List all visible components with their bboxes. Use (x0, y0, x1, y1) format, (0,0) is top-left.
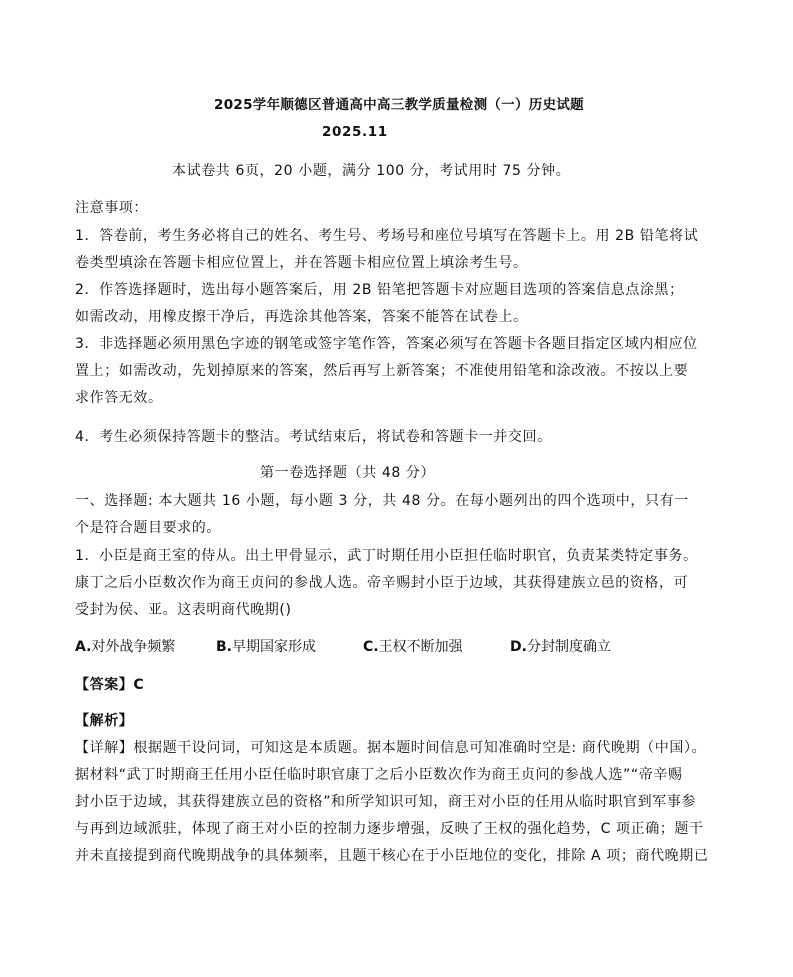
detail-line-2: 据材料“武丁时期商王任用小臣任临时职官康丁之后小臣数次作为商王贞问的参战人选”“帝辛赐 (75, 767, 683, 783)
exam-title: 2025学年顺德区普通高中高三教学质量检测（一）历史试题 (214, 97, 584, 113)
exam-intro: 本试卷共 6页，20 小题，满分 100 分，考试用时 75 分钟。 (172, 163, 571, 179)
notice-item-3-line-1: 3．非选择题必须用黑色字迹的钢笔或签字笔作答，答案必须写在答题卡各题目指定区域内相应位 (75, 336, 698, 352)
question-1-stem-line-3: 受封为侯、亚。这表明商代晚期() (75, 602, 292, 618)
section-heading: 第一卷选择题（共 48 分） (260, 465, 436, 481)
notice-item-1-line-1: 1．答卷前，考生务必将自己的姓名、考生号、考场号和座位号填写在答题卡上。用 2B 铅笔将试 (75, 228, 699, 244)
option-c (363, 638, 463, 656)
answer-value: C (133, 677, 145, 693)
detail-line-5: 并未直接提到商代晚期战争的具体频率，且题干核心在于小臣地位的变化，排除 A 项；商代晚期已 (75, 848, 709, 864)
question-1-stem-line-2: 康丁之后小臣数次作为商王贞问的参战人选。帝辛赐封小臣于边域，其获得建族立邑的资格，可 (75, 575, 689, 591)
option-b (216, 638, 316, 656)
option-d-letter: D. (510, 639, 527, 655)
option-d-text: 分封制度确立 (526, 639, 611, 655)
option-a (75, 638, 175, 656)
notice-item-4: 4．考生必须保持答题卡的整洁。考试结束后，将试卷和答题卡一并交回。 (75, 429, 552, 445)
notice-item-2-line-1: 2．作答选择题时，选出每小题答案后，用 2B 铅笔把答题卡对应题目选项的答案信息点涂黑； (75, 282, 684, 298)
notice-heading: 注意事项： (75, 200, 148, 216)
option-a-text: 对外战争频繁 (91, 639, 176, 655)
option-c-text: 王权不断加强 (378, 639, 463, 655)
notice-item-3-line-2: 置上；如需改动，先划掉原来的答案，然后再写上新答案；不准使用铅笔和涂改液。不按以上要 (75, 363, 689, 379)
option-d (510, 638, 611, 656)
notice-item-2-line-2: 如需改动，用橡皮擦干净后，再选涂其他答案，答案不能答在试卷上。 (75, 309, 528, 325)
exam-date: 2025.11 (322, 124, 388, 140)
detail-line-1: 【详解】根据题干设问词，可知这是本质题。据本题时间信息可知准确时空是: 商代晚期（中国）。 (75, 740, 707, 756)
section-instruction-line-1: 一、选择题: 本大题共 16 小题，每小题 3 分，共 48 分。在每小题列出的四个选项中，只有一 (75, 493, 689, 509)
option-b-letter: B. (216, 639, 232, 655)
option-b-text: 早期国家形成 (232, 639, 316, 655)
detail-line-4: 与再到边域派驻，体现了商王对小臣的控制力逐步增强，反映了王权的强化趋势，C 项正确；题干 (75, 821, 704, 837)
option-a-letter: A. (75, 639, 92, 655)
notice-item-3-line-3: 求作答无效。 (75, 390, 163, 406)
option-c-letter: C. (363, 639, 379, 655)
detail-line-3: 封小臣于边域，其获得建族立邑的资格”和所学知识可知，商王对小臣的任用从临时职官到军事参 (75, 794, 697, 810)
notice-item-1-line-2: 卷类型填涂在答题卡相应位置上，并在答题卡相应位置上填涂考生号。 (75, 255, 528, 271)
question-1-stem-line-1: 1．小臣是商王室的侍从。出土甲骨显示，武丁时期任用小臣担任临时职官，负责某类特定事务。 (75, 548, 698, 564)
section-instruction-line-2: 个是符合题目要求的。 (75, 520, 221, 536)
answer-line (75, 676, 144, 694)
answer-label: 【答案】 (75, 677, 134, 693)
analysis-label: 【解析】 (75, 713, 134, 729)
